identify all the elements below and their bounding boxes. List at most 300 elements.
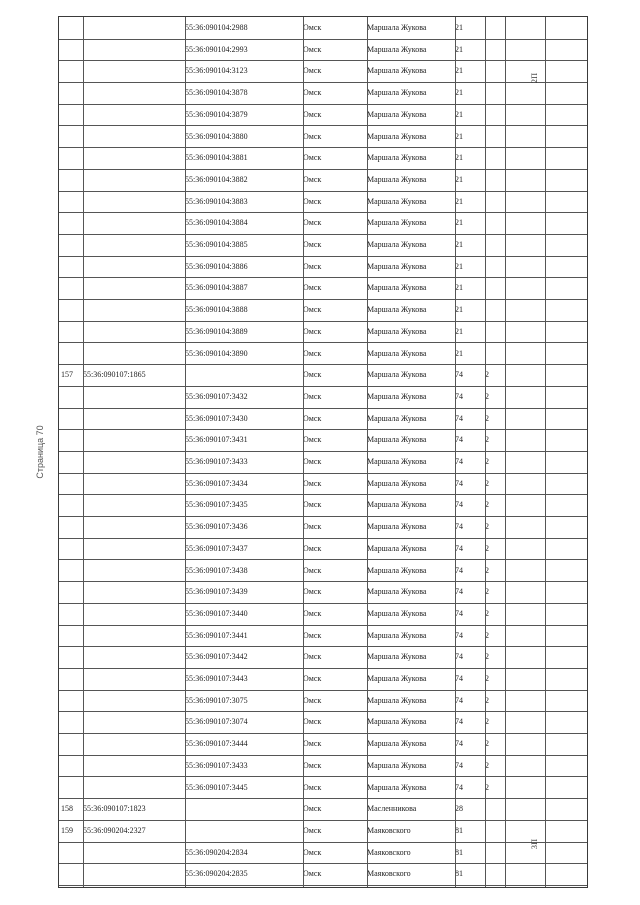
cell-cad (185, 369, 303, 381)
cell-parent (83, 543, 185, 555)
table-row (59, 343, 587, 366)
cell-house: 21 (455, 218, 463, 228)
table-row (59, 17, 587, 40)
cell-cad: 55:36:090107:3433 (185, 457, 248, 466)
cell-city: Омск (303, 847, 322, 857)
data-table (58, 16, 588, 888)
cell-num (61, 131, 83, 143)
cell-street: Маршала Жукова (367, 23, 427, 32)
cell-street: Маршала Жукова (367, 760, 427, 770)
note-2p: 2П (528, 72, 539, 84)
cell-num (61, 217, 83, 229)
cell-extra: 2 (485, 739, 489, 749)
cell-street: Маршала Жукова (367, 565, 427, 575)
cell-cad: 55:36:090204:2835 (185, 869, 248, 879)
cell-house: 74 (455, 717, 463, 727)
cell-street: Маршала Жукова (367, 131, 427, 141)
cell-city: Омск (303, 825, 322, 835)
cell-house: 21 (455, 153, 463, 163)
cell-num (61, 478, 83, 490)
cell-extra (485, 174, 505, 186)
cell-street: Маршала Жукова (367, 500, 427, 510)
column-divider (545, 17, 546, 887)
cell-parent (83, 565, 185, 577)
cell-cad: 55:36:090204:2834 (185, 847, 248, 857)
cell-house: 21 (455, 131, 463, 141)
table-row (59, 581, 587, 604)
cell-city: Омск (303, 804, 322, 814)
cell-house: 81 (455, 825, 463, 835)
table-row (59, 191, 587, 214)
cell-cad: 55:36:090104:3887 (185, 283, 248, 293)
cell-street: Маршала Жукова (367, 782, 427, 792)
cell-extra: 2 (485, 630, 489, 640)
cell-num (61, 760, 83, 772)
cell-house: 28 (455, 804, 463, 814)
cell-city: Омск (303, 88, 322, 98)
cell-city: Омск (303, 674, 322, 683)
cell-num (61, 847, 83, 859)
cell-street: Маршала Жукова (367, 608, 427, 618)
column-divider (303, 17, 304, 887)
table-row (59, 777, 587, 800)
cell-street: Маяковского (367, 847, 411, 857)
cell-extra (485, 326, 505, 338)
cell-cad: 55:36:090107:3443 (185, 674, 248, 683)
cell-cad: 55:36:090107:3441 (185, 630, 248, 640)
table-row (59, 212, 587, 235)
page-label: Страница 70 (35, 425, 45, 479)
cell-house: 74 (455, 413, 463, 423)
table-row (59, 625, 587, 648)
cell-cad: 55:36:090107:3444 (185, 739, 248, 749)
cell-city: Омск (303, 478, 322, 488)
cell-cad: 55:36:090107:3075 (185, 695, 248, 705)
cell-num (61, 651, 83, 663)
cell-city: Омск (303, 326, 322, 336)
cell-city: Омск (303, 305, 322, 315)
cell-parent: 55:36:090107:1865 (83, 370, 146, 380)
cell-parent (83, 326, 185, 338)
cell-extra (485, 868, 505, 880)
cell-parent (83, 109, 185, 121)
cell-street: Маршала Жукова (367, 652, 427, 662)
cell-num (61, 543, 83, 555)
cell-extra (485, 261, 505, 273)
cell-cad: 55:36:090104:3888 (185, 305, 248, 315)
cell-house: 21 (455, 88, 463, 98)
cell-house: 74 (455, 630, 463, 640)
cell-parent (83, 478, 185, 490)
cell-house: 74 (455, 695, 463, 705)
cell-parent (83, 847, 185, 859)
cell-house: 21 (455, 348, 463, 358)
table-row (59, 408, 587, 431)
cell-extra: 2 (485, 500, 489, 510)
cell-extra: 2 (485, 565, 489, 575)
cell-street: Маршала Жукова (367, 717, 427, 727)
cell-extra (485, 131, 505, 143)
cell-extra: 2 (485, 457, 489, 466)
cell-street: Маршала Жукова (367, 478, 427, 488)
cell-cad: 55:36:090107:3431 (185, 435, 248, 445)
cell-num (61, 521, 83, 533)
cell-num (61, 174, 83, 186)
cell-street: Маршала Жукова (367, 543, 427, 553)
cell-house: 21 (455, 261, 463, 271)
cell-num (61, 196, 83, 208)
cell-street: Маршала Жукова (367, 326, 427, 336)
table-row (59, 863, 587, 886)
table-row (59, 820, 587, 843)
cell-parent (83, 44, 185, 56)
cell-city: Омск (303, 174, 322, 184)
cell-parent (83, 782, 185, 794)
cell-extra (485, 152, 505, 164)
cell-street: Маршала Жукова (367, 261, 427, 271)
cell-num (61, 282, 83, 294)
cell-extra (485, 282, 505, 294)
cell-extra (485, 109, 505, 121)
cell-street: Маршала Жукова (367, 283, 427, 293)
cell-extra (485, 803, 505, 815)
cell-cad: 55:36:090107:3432 (185, 391, 248, 401)
cell-parent (83, 760, 185, 772)
cell-house: 81 (455, 847, 463, 857)
cell-parent (83, 738, 185, 750)
table-row (59, 538, 587, 561)
cell-num: 159 (61, 825, 73, 835)
cell-extra: 2 (485, 782, 489, 792)
cell-num (61, 87, 83, 99)
cell-parent (83, 131, 185, 143)
cell-parent (83, 196, 185, 208)
table-row (59, 147, 587, 170)
cell-cad: 55:36:090107:3074 (185, 717, 248, 727)
table-row (59, 451, 587, 474)
cell-city: Омск (303, 760, 322, 770)
cell-street: Маршала Жукова (367, 174, 427, 184)
cell-street: Маршала Жукова (367, 674, 427, 683)
cell-num (61, 456, 83, 468)
cell-city: Омск (303, 500, 322, 510)
cell-city: Омск (303, 109, 322, 119)
cell-num (61, 152, 83, 164)
cell-street: Маршала Жукова (367, 739, 427, 749)
cell-cad: 55:36:090104:3879 (185, 109, 248, 119)
cell-num (61, 695, 83, 707)
cell-extra: 2 (485, 391, 489, 401)
cell-street: Маяковского (367, 825, 411, 835)
cell-cad: 55:36:090104:2993 (185, 44, 248, 54)
cell-street: Маяковского (367, 869, 411, 879)
cell-street: Маршала Жукова (367, 435, 427, 445)
table-row (59, 386, 587, 409)
cell-cad: 55:36:090104:3883 (185, 196, 248, 206)
cell-parent (83, 348, 185, 360)
column-divider (455, 17, 456, 887)
cell-street: Маршала Жукова (367, 66, 427, 76)
cell-parent (83, 586, 185, 598)
cell-num: 158 (61, 804, 73, 814)
cell-house: 21 (455, 66, 463, 76)
cell-house: 74 (455, 760, 463, 770)
cell-street: Маршала Жукова (367, 153, 427, 163)
cell-street: Маршала Жукова (367, 348, 427, 358)
table-row (59, 603, 587, 626)
table-row (59, 668, 587, 691)
table-row (59, 516, 587, 539)
cell-num (61, 499, 83, 511)
cell-cad: 55:36:090104:3884 (185, 218, 248, 228)
cell-street: Маршала Жукова (367, 240, 427, 249)
cell-city: Омск (303, 153, 322, 163)
cell-street: Масленникова (367, 804, 417, 814)
cell-parent (83, 174, 185, 186)
cell-parent (83, 456, 185, 468)
cell-extra: 2 (485, 674, 489, 683)
cell-city: Омск (303, 44, 322, 54)
cell-city: Омск (303, 457, 322, 466)
cell-extra: 2 (485, 608, 489, 618)
cell-cad (185, 825, 303, 837)
cell-city: Омск (303, 413, 322, 423)
table-row (59, 798, 587, 821)
cell-num (61, 65, 83, 77)
cell-parent: 55:36:090107:1823 (83, 804, 146, 814)
cell-city: Омск (303, 261, 322, 271)
cell-street: Маршала Жукова (367, 305, 427, 315)
cell-num (61, 391, 83, 403)
cell-cad: 55:36:090107:3440 (185, 608, 248, 618)
table-row (59, 256, 587, 279)
cell-house: 74 (455, 391, 463, 401)
cell-num (61, 261, 83, 273)
cell-parent (83, 152, 185, 164)
cell-cad: 55:36:090107:3434 (185, 478, 248, 488)
table-row (59, 126, 587, 149)
table-row (59, 364, 587, 387)
cell-cad: 55:36:090107:3442 (185, 652, 248, 662)
cell-extra: 2 (485, 695, 489, 705)
table-row (59, 646, 587, 669)
cell-cad: 55:36:090104:3878 (185, 88, 248, 98)
cell-parent (83, 499, 185, 511)
cell-cad: 55:36:090107:3438 (185, 565, 248, 575)
cell-num (61, 109, 83, 121)
cell-num (61, 716, 83, 728)
table-row (59, 560, 587, 583)
cell-parent (83, 868, 185, 880)
cell-house: 21 (455, 23, 463, 32)
cell-num (61, 630, 83, 642)
cell-city: Омск (303, 66, 322, 76)
cell-cad: 55:36:090104:3885 (185, 240, 248, 249)
cell-house: 74 (455, 652, 463, 662)
cell-house: 21 (455, 283, 463, 293)
cell-street: Маршала Жукова (367, 370, 427, 380)
cell-parent (83, 217, 185, 229)
cell-house: 74 (455, 739, 463, 749)
cell-extra: 2 (485, 652, 489, 662)
cell-parent (83, 87, 185, 99)
cell-city: Омск (303, 717, 322, 727)
cell-city: Омск (303, 391, 322, 401)
cell-city: Омск (303, 240, 322, 249)
cell-city: Омск (303, 522, 322, 532)
note-3p: 3П (528, 838, 539, 850)
table-row (59, 473, 587, 496)
cell-city: Омск (303, 348, 322, 358)
cell-parent (83, 304, 185, 316)
cell-city: Омск (303, 739, 322, 749)
cell-parent (83, 282, 185, 294)
cell-extra (485, 22, 505, 34)
cell-num (61, 608, 83, 620)
cell-cad: 55:36:090104:3890 (185, 348, 248, 358)
cell-house: 74 (455, 674, 463, 683)
cell-house: 81 (455, 869, 463, 879)
cell-house: 74 (455, 457, 463, 466)
table-row (59, 234, 587, 257)
cell-city: Омск (303, 869, 322, 879)
cell-extra: 2 (485, 587, 489, 597)
cell-extra (485, 825, 505, 837)
cell-cad: 55:36:090104:2988 (185, 23, 248, 32)
cell-parent: 55:36:090204:2327 (83, 825, 146, 835)
cell-cad: 55:36:090104:3886 (185, 261, 248, 271)
cell-num (61, 413, 83, 425)
cell-house: 74 (455, 543, 463, 553)
table-row (59, 494, 587, 517)
cell-num (61, 304, 83, 316)
cell-house: 21 (455, 240, 463, 249)
cell-parent (83, 695, 185, 707)
cell-street: Маршала Жукова (367, 457, 427, 466)
cell-extra: 2 (485, 370, 489, 380)
cell-street: Маршала Жукова (367, 44, 427, 54)
table-row (59, 842, 587, 865)
cell-house: 21 (455, 109, 463, 119)
table-row (59, 755, 587, 778)
cell-num (61, 673, 83, 685)
cell-num (61, 22, 83, 34)
table-row (59, 299, 587, 322)
cell-cad: 55:36:090104:3880 (185, 131, 248, 141)
table-row (59, 711, 587, 734)
cell-cad (185, 803, 303, 815)
cell-city: Омск (303, 196, 322, 206)
cell-parent (83, 413, 185, 425)
cell-cad: 55:36:090107:3437 (185, 543, 248, 553)
cell-parent (83, 239, 185, 251)
cell-extra (485, 304, 505, 316)
cell-extra (485, 239, 505, 251)
table-row (59, 321, 587, 344)
cell-parent (83, 22, 185, 34)
cell-parent (83, 608, 185, 620)
column-divider (185, 17, 186, 887)
cell-house: 74 (455, 782, 463, 792)
cell-extra (485, 65, 505, 77)
column-divider (505, 17, 506, 887)
cell-cad: 55:36:090104:3882 (185, 174, 248, 184)
cell-num (61, 565, 83, 577)
cell-city: Омск (303, 565, 322, 575)
cell-street: Маршала Жукова (367, 109, 427, 119)
cell-parent (83, 673, 185, 685)
cell-parent (83, 261, 185, 273)
cell-extra: 2 (485, 543, 489, 553)
cell-street: Маршала Жукова (367, 413, 427, 423)
cell-extra: 2 (485, 760, 489, 770)
cell-city: Омск (303, 218, 322, 228)
cell-extra: 2 (485, 717, 489, 727)
cell-house: 21 (455, 326, 463, 336)
cell-street: Маршала Жукова (367, 391, 427, 401)
cell-city: Омск (303, 131, 322, 141)
table-row (59, 733, 587, 756)
cell-house: 21 (455, 174, 463, 184)
cell-extra: 2 (485, 522, 489, 532)
cell-extra (485, 217, 505, 229)
cell-num (61, 326, 83, 338)
cell-num (61, 586, 83, 598)
cell-street: Маршала Жукова (367, 196, 427, 206)
cell-street: Маршала Жукова (367, 88, 427, 98)
table-row (59, 169, 587, 192)
cell-house: 74 (455, 565, 463, 575)
cell-num (61, 44, 83, 56)
cell-num (61, 434, 83, 446)
cell-num (61, 738, 83, 750)
cell-street: Маршала Жукова (367, 522, 427, 532)
cell-extra: 2 (485, 435, 489, 445)
cell-street: Маршала Жукова (367, 695, 427, 705)
cell-city: Омск (303, 587, 322, 597)
cell-num (61, 782, 83, 794)
cell-num (61, 239, 83, 251)
cell-parent (83, 521, 185, 533)
cell-extra (485, 44, 505, 56)
cell-house: 74 (455, 500, 463, 510)
table-row (59, 690, 587, 713)
cell-parent (83, 391, 185, 403)
cell-city: Омск (303, 630, 322, 640)
cell-city: Омск (303, 370, 322, 380)
cell-parent (83, 651, 185, 663)
cell-parent (83, 716, 185, 728)
column-divider (485, 17, 486, 887)
cell-house: 21 (455, 44, 463, 54)
cell-extra: 2 (485, 413, 489, 423)
table-row (59, 429, 587, 452)
cell-parent (83, 630, 185, 642)
cell-cad: 55:36:090107:3439 (185, 587, 248, 597)
cell-city: Омск (303, 435, 322, 445)
cell-house: 74 (455, 435, 463, 445)
cell-house: 21 (455, 305, 463, 315)
cell-house: 74 (455, 587, 463, 597)
table-row (59, 82, 587, 105)
cell-extra (485, 847, 505, 859)
cell-street: Маршала Жукова (367, 218, 427, 228)
cell-cad: 55:36:090107:3430 (185, 413, 248, 423)
cell-num (61, 348, 83, 360)
cell-street: Маршала Жукова (367, 630, 427, 640)
cell-parent (83, 434, 185, 446)
cell-city: Омск (303, 543, 322, 553)
